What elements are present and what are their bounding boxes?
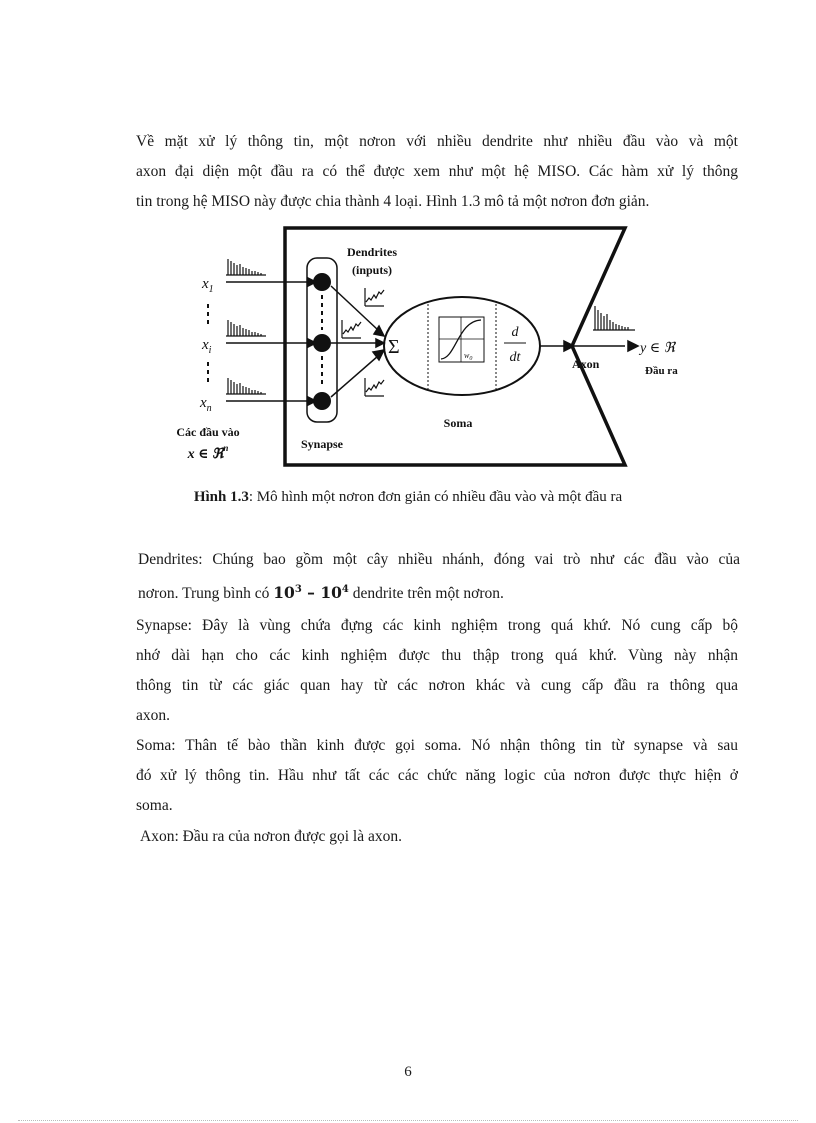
waveform-icon <box>365 378 384 396</box>
output-label: Đầu ra <box>645 365 678 377</box>
synapse-line-1: Synapse: Đây là vùng chứa đựng các kinh nghiệm trong quá khứ. Nó cung cấp bộ <box>136 617 738 634</box>
bias-label: $w_0$ <box>464 351 473 362</box>
synapse-node-i <box>313 334 331 352</box>
input-xi-label: $x_i$ <box>202 337 212 356</box>
axon-label: Axon <box>572 357 600 371</box>
dendrites-line-1: Dendrites: Chúng bao gồm một cây nhiều nhánh, đóng vai trò như các đầu vào của <box>138 551 740 568</box>
soma-ellipse <box>384 297 540 395</box>
synapse-node-n <box>313 392 331 410</box>
neuron-model-figure <box>160 222 700 472</box>
axon-line-1: Axon: Đầu ra của nơron được gọi là axon. <box>140 828 402 845</box>
spike-train-icon <box>226 320 266 336</box>
synapse-line-3: thông tin từ các giác quan hay từ các nơron khác và cung cấp đầu ra thông qua <box>136 677 738 694</box>
soma-paragraph <box>136 731 738 821</box>
dendrite-count-formula: $10^3 - 10^4$ <box>273 583 349 603</box>
caption-text: : Mô hình một nơron đơn giản có nhiều đầu vào và một đầu ra <box>248 489 623 505</box>
waveform-icon <box>365 288 384 306</box>
intro-line-3: tin trong hệ MISO này được chia thành 4 loại. Hình 1.3 mô tả một nơron đơn giản. <box>136 193 650 210</box>
waveform-icon <box>342 320 361 338</box>
output-arrow <box>540 341 638 351</box>
figure-caption <box>0 489 816 506</box>
soma-label: Soma <box>443 416 473 430</box>
spike-train-icon <box>226 259 266 275</box>
synapse-line-4: axon. <box>136 707 171 724</box>
derivative-numerator: d <box>511 325 519 340</box>
axon-paragraph <box>140 822 742 852</box>
dendrites-line-2: nơron. Trung bình có $10^3 - 10^4$ dendrite trên một nơron. <box>138 583 504 603</box>
intro-line-2: axon đại diện một đầu ra có thể được xem như một hệ MISO. Các hàm xử lý thông <box>136 163 738 180</box>
page-number: 6 <box>404 1064 412 1080</box>
soma-line-1: Soma: Thân tế bào thần kinh được gọi soma. Nó nhận thông tin từ synapse và sau <box>136 737 738 754</box>
dendrites-paragraph <box>138 545 740 609</box>
page-bottom-rule <box>18 1120 798 1121</box>
input-x1-label: $x_1$ <box>202 276 214 295</box>
synapse-line-2: nhớ dài hạn cho các kinh nghiệm được thu thập trong quá khứ. Vùng này nhận <box>136 647 738 664</box>
activation-function-box <box>439 317 484 362</box>
intro-paragraph <box>136 127 738 217</box>
soma-line-3: soma. <box>136 797 173 814</box>
sigma-symbol: Σ <box>388 336 400 358</box>
input-xn-label: $x_n$ <box>200 395 212 414</box>
spike-train-icon <box>226 378 266 394</box>
inputs-math: x ∈ ℜ$^n$ <box>187 443 229 462</box>
synapse-paragraph <box>136 611 738 731</box>
dendrites-label: Dendrites <box>347 245 397 259</box>
inputs-caption: Các đầu vào <box>176 425 240 439</box>
inputs-label: (inputs) <box>351 263 393 277</box>
synapse-node-1 <box>313 273 331 291</box>
synapse-label: Synapse <box>300 437 344 451</box>
soma-line-2: đó xử lý thông tin. Hầu như tất các các chức năng logic của nơron được thực hiện ở <box>136 767 738 784</box>
synapse-to-sum-arrows <box>331 286 384 397</box>
caption-label: Hình 1.3 <box>193 489 249 505</box>
derivative-denominator: dt <box>509 350 521 365</box>
intro-line-1: Về mặt xử lý thông tin, một nơron với nhiều dendrite như nhiều đầu vào và một <box>136 133 738 150</box>
spike-train-icon <box>593 306 635 330</box>
output-math: y ∈ ℜ <box>640 341 675 356</box>
